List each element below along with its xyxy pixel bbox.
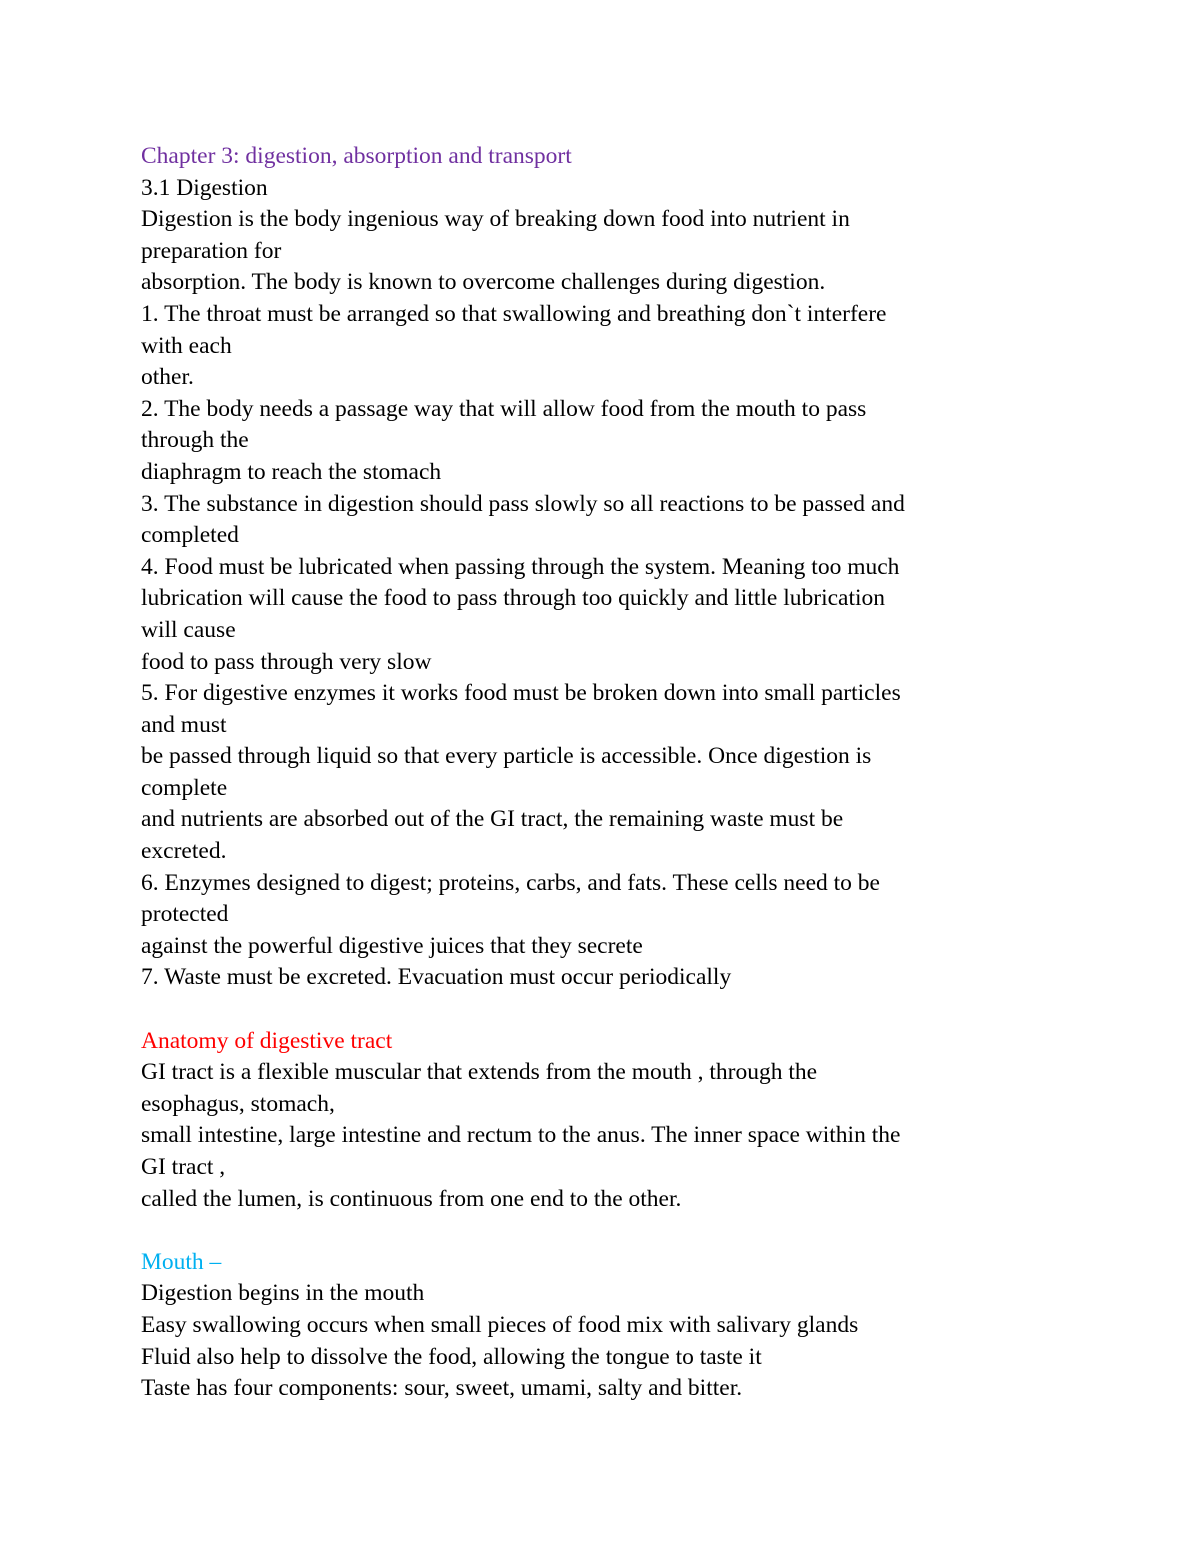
paragraph-line: completed [141, 522, 239, 549]
paragraph-line: called the lumen, is continuous from one end to the other. [141, 1185, 682, 1212]
paragraph-line: will cause [141, 616, 236, 643]
blank-line [141, 994, 1141, 1026]
paragraph-line: preparation for [141, 237, 282, 264]
digestion-body [141, 204, 1141, 994]
paragraph-line: lubrication will cause the food to pass through too quickly and little lubrication [141, 585, 886, 612]
paragraph-line: small intestine, large intestine and rectum to the anus. The inner space within the [141, 1122, 901, 1149]
anatomy-body [141, 1057, 1141, 1215]
paragraph-line: diaphragm to reach the stomach [141, 458, 442, 485]
paragraph-line: 4. Food must be lubricated when passing through the system. Meaning too much [141, 553, 900, 580]
paragraph-line: 7. Waste must be excreted. Evacuation must occur periodically [141, 964, 732, 991]
paragraph-line: against the powerful digestive juices that they secrete [141, 932, 643, 959]
paragraph-line: Easy swallowing occurs when small pieces of food mix with salivary glands [141, 1311, 859, 1338]
paragraph-line: with each [141, 332, 232, 359]
paragraph-line: food to pass through very slow [141, 648, 432, 675]
paragraph-line: complete [141, 774, 228, 801]
paragraph-line: Digestion is the body ingenious way of breaking down food into nutrient in [141, 206, 850, 233]
paragraph-line: 3. The substance in digestion should pass slowly so all reactions to be passed and [141, 490, 905, 517]
paragraph-line: other. [141, 364, 194, 391]
paragraph-line: excreted. [141, 838, 227, 865]
paragraph-line: be passed through liquid so that every particle is accessible. Once digestion is [141, 743, 872, 770]
paragraph-line: absorption. The body is known to overcome challenges during digestion. [141, 269, 826, 296]
chapter-title: Chapter 3: digestion, absorption and transport [141, 143, 572, 169]
paragraph-line: 1. The throat must be arranged so that swallowing and breathing don`t interfere [141, 300, 887, 327]
paragraph-line: Fluid also help to dissolve the food, allowing the tongue to taste it [141, 1343, 762, 1370]
paragraph-line: 6. Enzymes designed to digest; proteins, carbs, and fats. These cells need to be [141, 869, 880, 896]
paragraph-line: and must [141, 711, 227, 738]
paragraph-line: and nutrients are absorbed out of the GI tract, the remaining waste must be [141, 806, 844, 833]
paragraph-line: GI tract , [141, 1154, 226, 1180]
paragraph-line: Digestion begins in the mouth [141, 1280, 425, 1307]
paragraph-line: esophagus, stomach, [141, 1090, 335, 1117]
paragraph-line: protected [141, 901, 229, 928]
blank-line [141, 1215, 1141, 1247]
section-heading-anatomy: Anatomy of digestive tract [141, 1027, 393, 1054]
document-page [141, 141, 1141, 1405]
paragraph-line: Taste has four components: sour, sweet, umami, salty and bitter. [141, 1375, 743, 1402]
paragraph-line: through the [141, 427, 249, 454]
section-heading-digestion: 3.1 Digestion [141, 174, 268, 201]
section-heading-mouth: Mouth – [141, 1248, 222, 1275]
paragraph-line: 5. For digestive enzymes it works food must be broken down into small particles [141, 680, 901, 707]
mouth-body [141, 1278, 1141, 1404]
paragraph-line: GI tract is a flexible muscular that extends from the mouth , through the [141, 1059, 818, 1086]
paragraph-line: 2. The body needs a passage way that will allow food from the mouth to pass [141, 395, 867, 422]
